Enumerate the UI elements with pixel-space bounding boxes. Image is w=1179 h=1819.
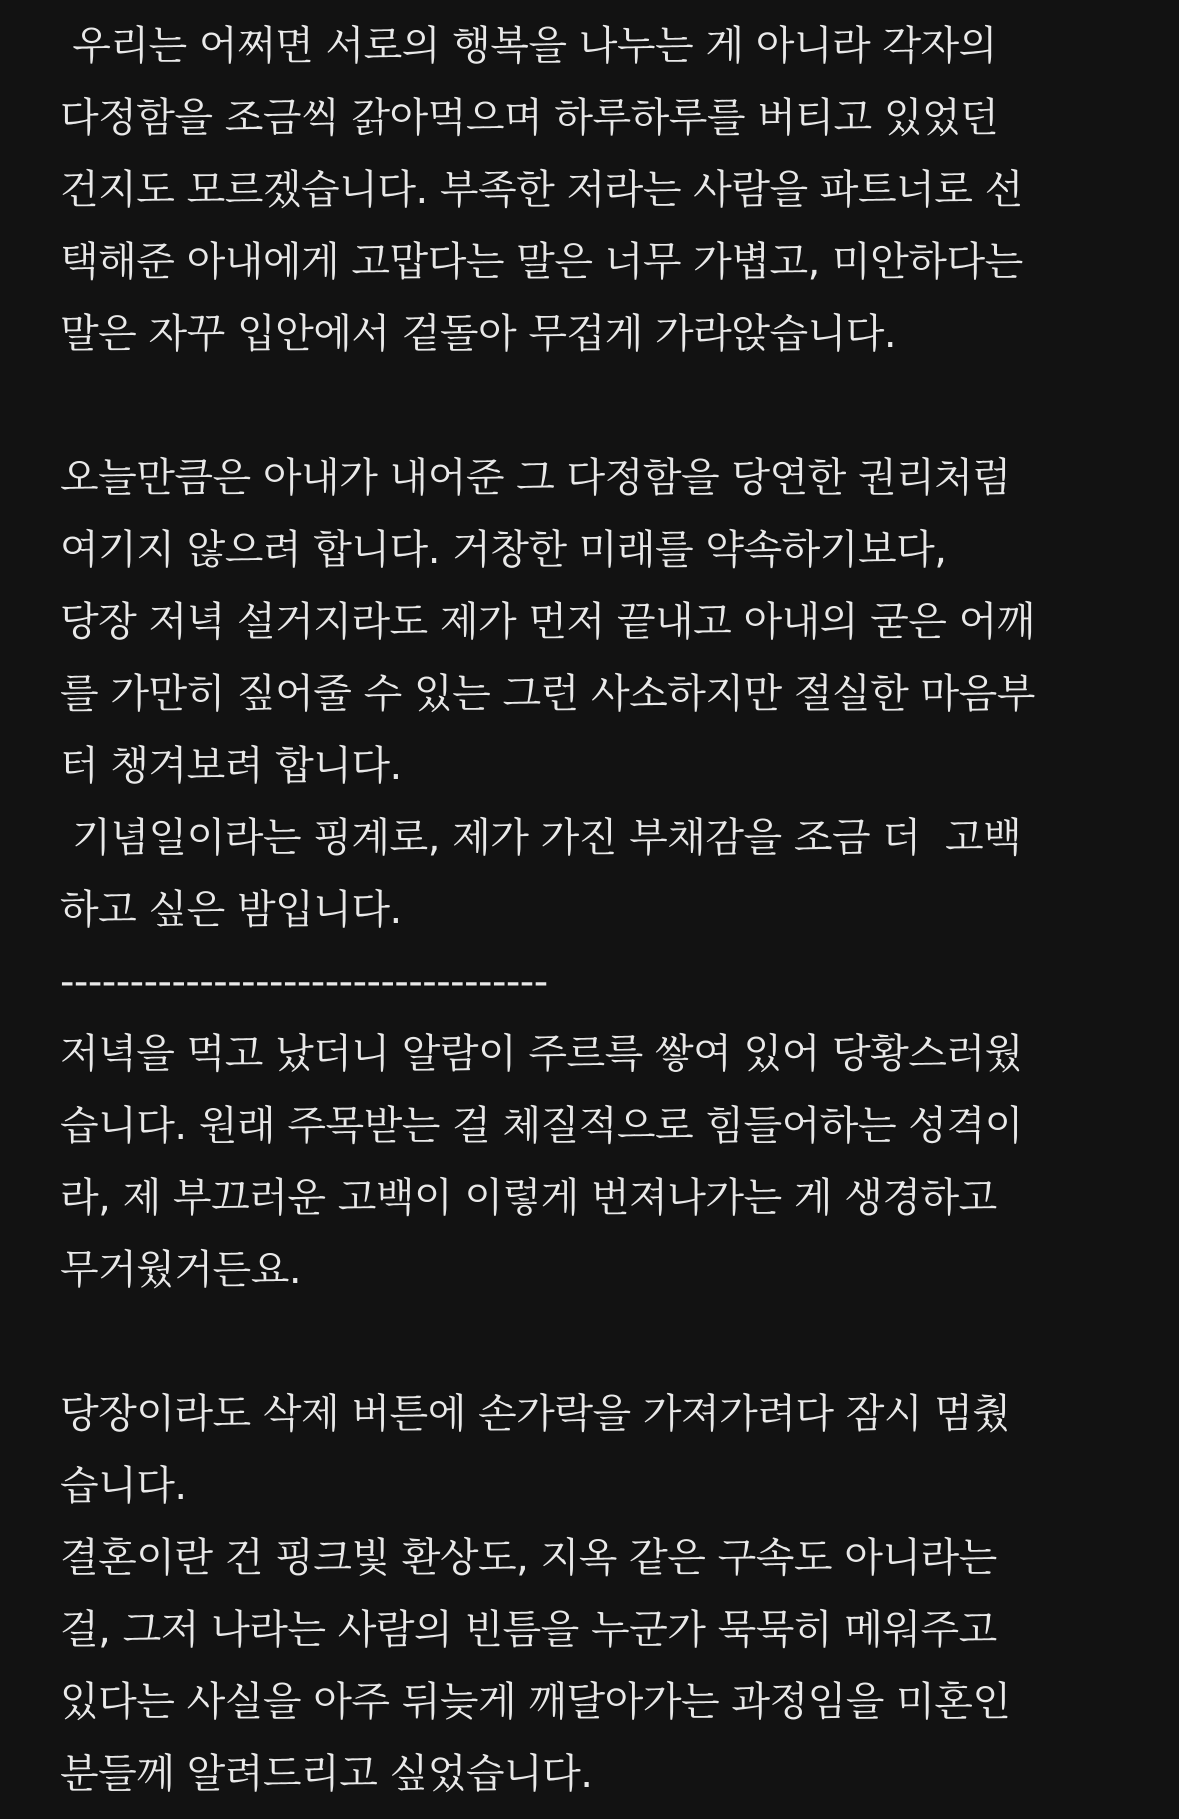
post-text-line: 기념일이라는 핑계로, 제가 가진 부채감을 조금 더 고백: [60, 815, 1022, 861]
post-text-line: 오늘만큼은 아내가 내어준 그 다정함을 당연한 권리처럼: [60, 455, 1011, 501]
post-text-line: 우리는 어쩌면 서로의 행복을 나누는 게 아니라 각자의: [60, 23, 997, 69]
post-text-line: 라, 제 부끄러운 고백이 이렇게 번져나가는 게 생경하고: [60, 1175, 997, 1221]
paragraph-gap: [60, 1306, 1160, 1378]
post-text-line: 건지도 모르겠습니다. 부족한 저라는 사람을 파트너로 선: [60, 167, 1023, 213]
post-text-line: 당장이라도 삭제 버튼에 손가락을 가져가려다 잠시 멈췄: [60, 1391, 1011, 1437]
post-text-line: 있다는 사실을 아주 뒤늦게 깨달아가는 과정임을 미혼인: [60, 1679, 1011, 1725]
post-body: [60, 10, 1160, 1810]
post-text-line: 저녁을 먹고 났더니 알람이 주르륵 쌓여 있어 당황스러웠: [60, 1031, 1023, 1077]
post-text-line: 분들께 알려드리고 싶었습니다.: [60, 1751, 593, 1797]
post-text-line: 택해준 아내에게 고맙다는 말은 너무 가볍고, 미안하다는: [60, 239, 1023, 285]
dashed-divider: -----------------------------------: [60, 959, 548, 1005]
post-text-line: 다정함을 조금씩 갉아먹으며 하루하루를 버티고 있었던: [60, 95, 999, 141]
post-text-line: 말은 자꾸 입안에서 겉돌아 무겁게 가라앉습니다.: [60, 311, 897, 357]
post-text-line: 하고 싶은 밤입니다.: [60, 887, 402, 933]
post-text-line: 를 가만히 짚어줄 수 있는 그런 사소하지만 절실한 마음부: [60, 671, 1035, 717]
post-text-line: 걸, 그저 나라는 사람의 빈틈을 누군가 묵묵히 메워주고: [60, 1607, 997, 1653]
post-text-line: 터 챙겨보려 합니다.: [60, 743, 402, 789]
post-text-line: 여기지 않으려 합니다. 거창한 미래를 약속하기보다,: [60, 527, 947, 573]
post-text-line: 습니다.: [60, 1463, 187, 1509]
post-text-line: 습니다. 원래 주목받는 걸 체질적으로 힘들어하는 성격이: [60, 1103, 1023, 1149]
post-text-line: 결혼이란 건 핑크빛 환상도, 지옥 같은 구속도 아니라는: [60, 1535, 997, 1581]
paragraph-gap: [60, 370, 1160, 442]
post-text-line: 당장 저녁 설거지라도 제가 먼저 끝내고 아내의 굳은 어깨: [60, 599, 1035, 645]
post-text-line: 무거웠거든요.: [60, 1247, 302, 1293]
